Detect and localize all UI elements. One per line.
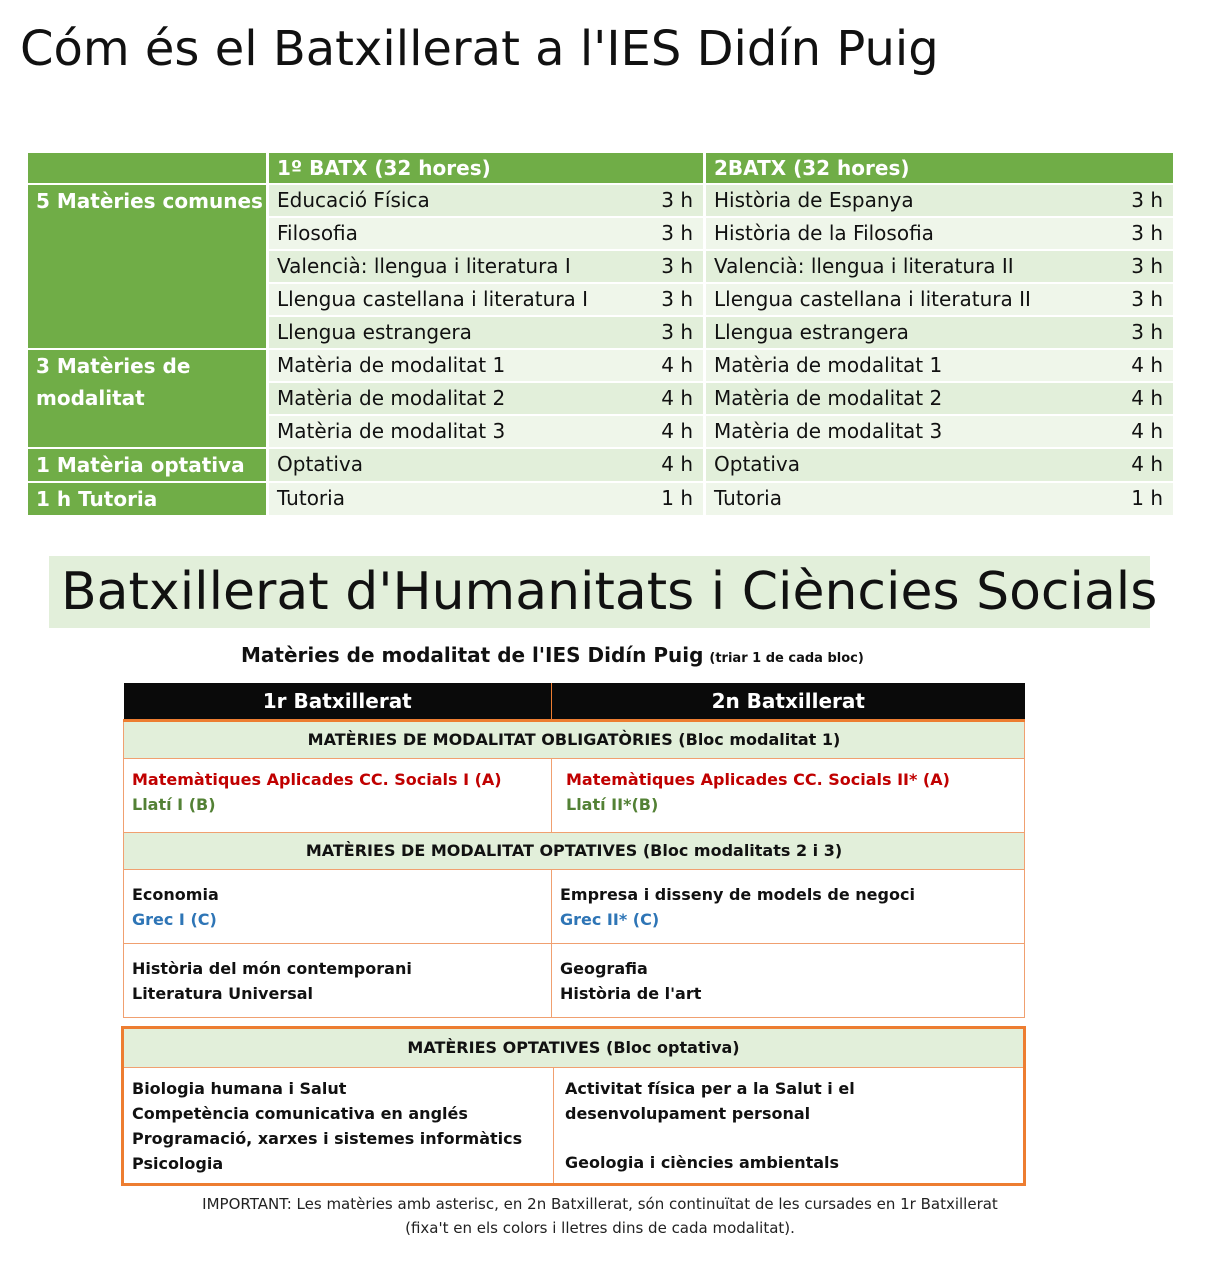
subject-1: Filosofia bbox=[269, 218, 597, 249]
subject-1: Matèria de modalitat 3 bbox=[269, 416, 597, 447]
subject-item: Programació, xarxes i sistemes informàtics bbox=[132, 1129, 523, 1148]
optativa-header: MATÈRIES OPTATIVES (Bloc optativa) bbox=[124, 1029, 1023, 1068]
subject-1: Optativa bbox=[269, 449, 597, 481]
subject-2: Matèria de modalitat 1 bbox=[703, 350, 1063, 381]
bloc-header-row bbox=[124, 833, 1025, 870]
subject-item: Psicologia bbox=[132, 1154, 224, 1173]
hours-1: 4 h bbox=[597, 350, 703, 381]
subject-item: Geografia bbox=[560, 959, 648, 978]
table-row bbox=[28, 350, 1173, 381]
empty-header-cell bbox=[28, 153, 269, 183]
table-row bbox=[28, 185, 1173, 216]
subject-item: Grec II* (C) bbox=[560, 910, 660, 929]
modality-table bbox=[123, 683, 1025, 1018]
optativa-1r-cell bbox=[124, 1068, 554, 1183]
subject-item: Grec I (C) bbox=[132, 910, 217, 929]
hours-1: 4 h bbox=[597, 383, 703, 414]
col-1batx-header: 1º BATX (32 hores) bbox=[269, 153, 703, 183]
important-note bbox=[60, 1192, 1140, 1240]
table-row bbox=[124, 944, 1025, 1018]
hours-2: 3 h bbox=[1063, 185, 1173, 216]
header-1r-batx: 1r Batxillerat bbox=[124, 683, 552, 721]
note-line-2: (fixa't en els colors i lletres dins de cada modalitat). bbox=[405, 1219, 795, 1237]
subject-item: Activitat física per a la Salut i el desenvolupament personal bbox=[565, 1079, 855, 1123]
subject-2: Història de Espanya bbox=[703, 185, 1063, 216]
section-banner bbox=[49, 556, 1158, 628]
subject-item: Geologia i ciències ambientals bbox=[565, 1153, 840, 1172]
hours-2: 4 h bbox=[1063, 416, 1173, 447]
subject-item: Matemàtiques Aplicades CC. Socials I (A) bbox=[132, 770, 502, 789]
page-title: Cóm és el Batxillerat a l'IES Didín Puig bbox=[20, 21, 939, 77]
hours-1: 3 h bbox=[597, 317, 703, 348]
group-comunes: 5 Matèries comunes bbox=[28, 185, 269, 348]
hours-2: 3 h bbox=[1063, 218, 1173, 249]
subject-1: Llengua castellana i literatura I bbox=[269, 284, 597, 315]
table-row bbox=[28, 483, 1173, 515]
table-row bbox=[124, 870, 1025, 944]
schedule-table bbox=[28, 151, 1173, 517]
bloc3-2n-cell bbox=[552, 944, 1025, 1018]
subject-1: Tutoria bbox=[269, 483, 597, 515]
schedule-header-row bbox=[28, 153, 1173, 183]
subject-2: Valencià: llengua i literatura II bbox=[703, 251, 1063, 282]
group-optativa: 1 Matèria optativa bbox=[28, 449, 269, 481]
col-2batx-header: 2BATX (32 hores) bbox=[703, 153, 1173, 183]
subject-1: Matèria de modalitat 2 bbox=[269, 383, 597, 414]
subject-item: Empresa i disseny de models de negoci bbox=[560, 885, 915, 904]
subtitle bbox=[241, 640, 864, 674]
subject-item: Llatí II*(B) bbox=[566, 795, 659, 814]
subject-item: Matemàtiques Aplicades CC. Socials II* (A) bbox=[566, 770, 950, 789]
subject-1: Matèria de modalitat 1 bbox=[269, 350, 597, 381]
subject-2: Llengua estrangera bbox=[703, 317, 1063, 348]
subject-1: Valencià: llengua i literatura I bbox=[269, 251, 597, 282]
subject-item: Història del món contemporani bbox=[132, 959, 412, 978]
hours-1: 1 h bbox=[597, 483, 703, 515]
table-row bbox=[124, 759, 1025, 833]
subject-1: Educació Física bbox=[269, 185, 597, 216]
hours-2: 4 h bbox=[1063, 350, 1173, 381]
bloc1-2n-cell bbox=[552, 759, 1025, 833]
bloc-modalitat-2-3-header: MATÈRIES DE MODALITAT OPTATIVES (Bloc modalitats 2 i 3) bbox=[124, 833, 1025, 870]
subject-item: Literatura Universal bbox=[132, 984, 314, 1003]
group-tutoria: 1 h Tutoria bbox=[28, 483, 269, 515]
hours-2: 4 h bbox=[1063, 383, 1173, 414]
subject-2: Tutoria bbox=[703, 483, 1063, 515]
hours-1: 4 h bbox=[597, 416, 703, 447]
modality-header-row bbox=[124, 683, 1025, 721]
subject-2: Llengua castellana i literatura II bbox=[703, 284, 1063, 315]
subtitle-note: (triar 1 de cada bloc) bbox=[709, 651, 864, 666]
subject-2: Matèria de modalitat 2 bbox=[703, 383, 1063, 414]
hours-2: 3 h bbox=[1063, 284, 1173, 315]
subtitle-text: Matèries de modalitat de l'IES Didín Puig bbox=[241, 643, 704, 667]
subject-2: Matèria de modalitat 3 bbox=[703, 416, 1063, 447]
subject-1: Llengua estrangera bbox=[269, 317, 597, 348]
bloc1-1r-cell bbox=[124, 759, 552, 833]
subject-item: Competència comunicativa en anglés bbox=[132, 1104, 468, 1123]
hours-2: 3 h bbox=[1063, 317, 1173, 348]
subject-item: Biologia humana i Salut bbox=[132, 1079, 347, 1098]
subject-2: Història de la Filosofia bbox=[703, 218, 1063, 249]
optativa-2n-cell bbox=[555, 1068, 1023, 1183]
bloc2-1r-cell bbox=[124, 870, 552, 944]
hours-1: 3 h bbox=[597, 185, 703, 216]
header-2n-batx: 2n Batxillerat bbox=[552, 683, 1025, 721]
table-row bbox=[28, 449, 1173, 481]
hours-2: 1 h bbox=[1063, 483, 1173, 515]
subject-2: Optativa bbox=[703, 449, 1063, 481]
bloc2-2n-cell bbox=[552, 870, 1025, 944]
group-modalitat: 3 Matèries de modalitat bbox=[28, 350, 269, 447]
hours-2: 4 h bbox=[1063, 449, 1173, 481]
banner-title: Batxillerat d'Humanitats i Ciències Socials bbox=[61, 562, 1158, 622]
subject-item: Economia bbox=[132, 885, 219, 904]
hours-2: 3 h bbox=[1063, 251, 1173, 282]
hours-1: 3 h bbox=[597, 251, 703, 282]
note-line-1: IMPORTANT: Les matèries amb asterisc, en 2n Batxillerat, són continuïtat de les cursades en 1r Batxillerat bbox=[202, 1195, 998, 1213]
subject-item: Llatí I (B) bbox=[132, 795, 216, 814]
bloc-modalitat-1-header: MATÈRIES DE MODALITAT OBLIGATÒRIES (Bloc modalitat 1) bbox=[124, 721, 1025, 759]
optativa-box bbox=[121, 1026, 1026, 1186]
hours-1: 4 h bbox=[597, 449, 703, 481]
bloc-header-row bbox=[124, 721, 1025, 759]
hours-1: 3 h bbox=[597, 284, 703, 315]
hours-1: 3 h bbox=[597, 218, 703, 249]
subject-item: Història de l'art bbox=[560, 984, 702, 1003]
bloc3-1r-cell bbox=[124, 944, 552, 1018]
